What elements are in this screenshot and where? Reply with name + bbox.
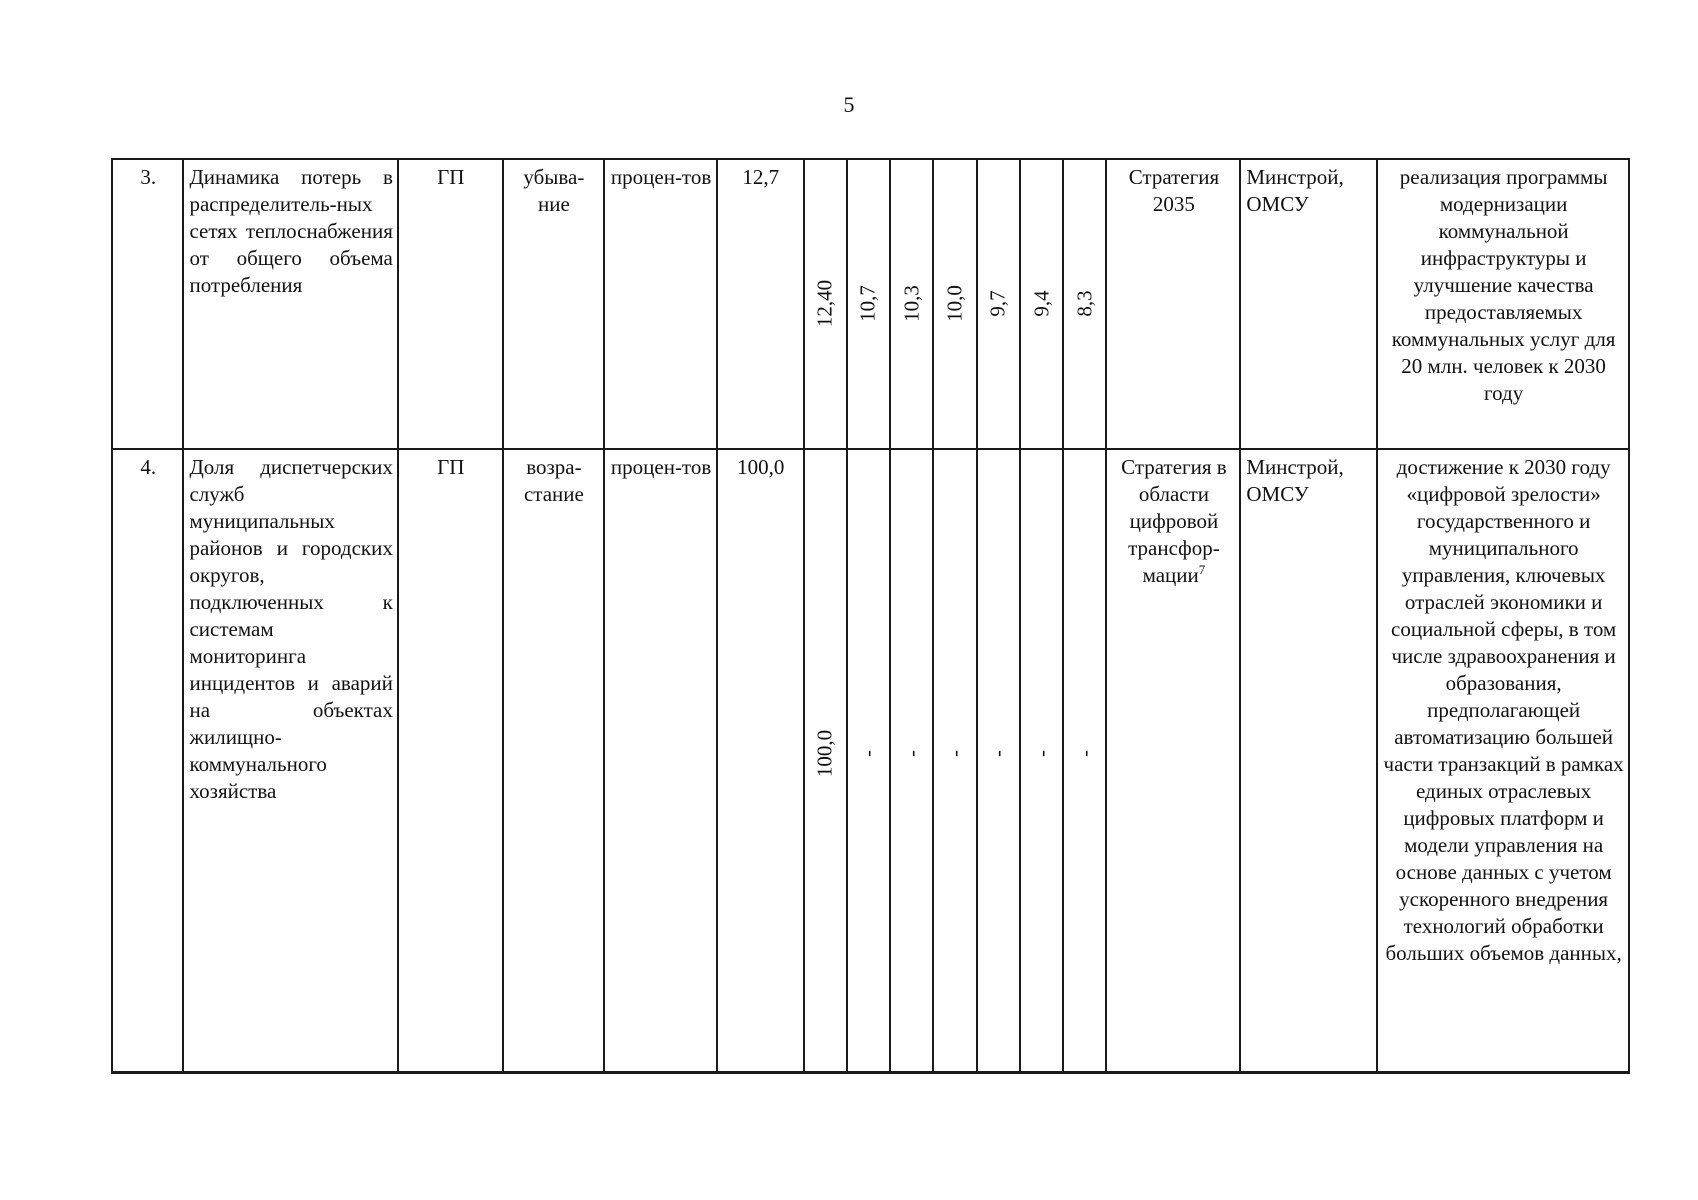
year-value: - bbox=[985, 750, 1010, 757]
expected-result: реализация программы модернизации коммунальной инфраструктуры и улучшение качества предоставляемых коммунальных услуг для 20 млн. человек к 2030 году bbox=[1377, 159, 1629, 449]
table-row bbox=[112, 159, 1629, 449]
indicator-unit: процен-тов bbox=[604, 159, 717, 449]
year-value: - bbox=[1029, 750, 1054, 757]
year-value: 10,7 bbox=[855, 285, 880, 322]
year-value-cell bbox=[977, 159, 1020, 449]
year-value-cell bbox=[890, 449, 933, 1073]
year-value-cell bbox=[804, 159, 847, 449]
year-value: 10,3 bbox=[899, 285, 924, 322]
page-number: 5 bbox=[843, 92, 855, 117]
year-value-cell bbox=[1020, 449, 1063, 1073]
year-value: 100,0 bbox=[812, 729, 837, 778]
year-value: - bbox=[942, 750, 967, 757]
indicator-trend: возра-стание bbox=[503, 449, 605, 1073]
year-value-cell bbox=[890, 159, 933, 449]
year-value-cell bbox=[933, 449, 976, 1073]
base-value: 100,0 bbox=[717, 449, 804, 1073]
expected-result: достижение к 2030 году «цифровой зрелости» государственного и муниципального управления, ключевых отраслей экономики и социальной сферы, в том числе здравоохранения и образования, предполагающей автоматизацию большей части транзакций в рамках единых отраслевых цифровых платформ и модели управления на основе данных с учетом ускоренного внедрения технологий обработки больших объемов данных, bbox=[1377, 449, 1629, 1073]
year-value: 9,4 bbox=[1029, 290, 1054, 317]
year-value: - bbox=[855, 750, 880, 757]
year-value: 8,3 bbox=[1072, 290, 1097, 317]
indicator-type: ГП bbox=[398, 449, 503, 1073]
strategy-source bbox=[1106, 449, 1240, 1073]
indicator-name: Динамика потерь в распределитель-ных сетях теплоснабжения от общего объема потребления bbox=[183, 159, 397, 449]
year-value-cell bbox=[1063, 449, 1106, 1073]
year-value: - bbox=[899, 750, 924, 757]
year-value-cell bbox=[1020, 159, 1063, 449]
indicator-type: ГП bbox=[398, 159, 503, 449]
strategy-source-text: Стратегия в области цифровой трансфор-мации bbox=[1121, 455, 1227, 587]
row-number: 4. bbox=[112, 449, 183, 1073]
year-value: 12,40 bbox=[812, 279, 837, 328]
indicator-trend: убыва-ние bbox=[503, 159, 605, 449]
footnote-mark: 7 bbox=[1198, 562, 1206, 577]
year-value: - bbox=[1072, 750, 1097, 757]
year-value: 10,0 bbox=[942, 285, 967, 322]
year-value-cell bbox=[1063, 159, 1106, 449]
indicators-table bbox=[111, 158, 1630, 1074]
year-value: 9,7 bbox=[985, 290, 1010, 317]
base-value: 12,7 bbox=[717, 159, 804, 449]
indicator-unit: процен-тов bbox=[604, 449, 717, 1073]
responsible-body: Минстрой, ОМСУ bbox=[1240, 449, 1377, 1073]
indicator-name: Доля диспетчерских служб муниципальных районов и городских округов, подключенных к системам мониторинга инцидентов и аварий на объектах жилищно-коммунального хозяйства bbox=[183, 449, 397, 1073]
year-value-cell bbox=[977, 449, 1020, 1073]
row-number: 3. bbox=[112, 159, 183, 449]
year-value-cell bbox=[804, 449, 847, 1073]
year-value-cell bbox=[847, 159, 890, 449]
responsible-body: Минстрой, ОМСУ bbox=[1240, 159, 1377, 449]
year-value-cell bbox=[933, 159, 976, 449]
strategy-source: Стратегия 2035 bbox=[1106, 159, 1240, 449]
year-value-cell bbox=[847, 449, 890, 1073]
table-row bbox=[112, 449, 1629, 1073]
